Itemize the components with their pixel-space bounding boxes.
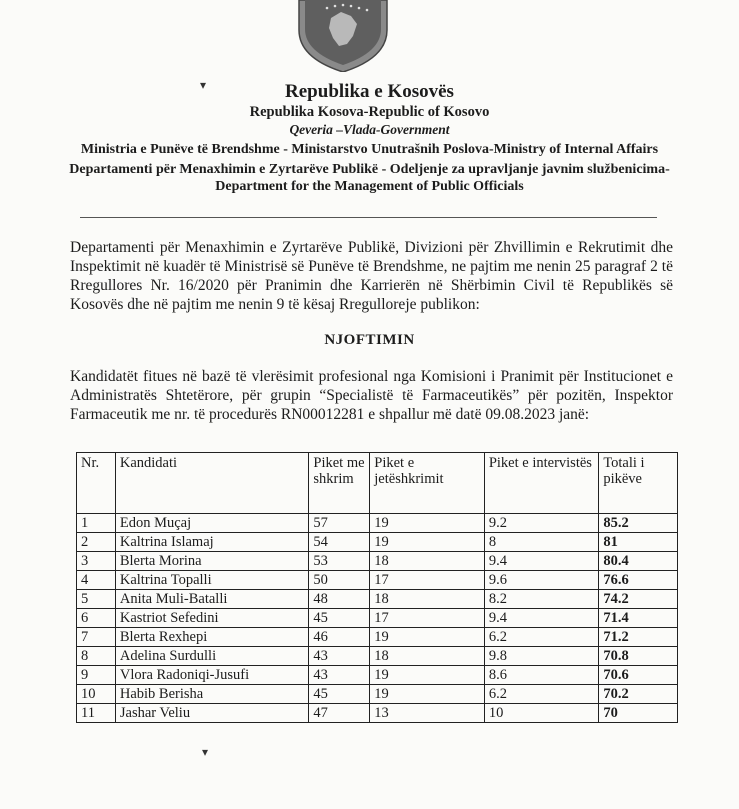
header-ministry: Ministria e Punëve të Brendshme - Ministarstvo Unutrašnih Poslova-Ministry of Internal Affairs: [80, 142, 659, 157]
cell-cv: 18: [370, 647, 485, 666]
cell-interview: 6.2: [484, 685, 598, 704]
cell-interview: 9.4: [484, 609, 598, 628]
cell-cv: 19: [370, 685, 485, 704]
document-title: NJOFTIMIN: [324, 332, 415, 348]
cell-nr: 7: [77, 628, 116, 647]
cell-written: 48: [309, 590, 370, 609]
cell-nr: 3: [77, 552, 116, 571]
header-republic-multilingual: Republika Kosova-Republic of Kosovo: [249, 104, 490, 120]
cell-nr: 11: [77, 704, 116, 723]
cell-nr: 9: [77, 666, 116, 685]
cell-interview: 8.6: [484, 666, 598, 685]
announcement-paragraph: Kandidatët fitues në bazë të vlerësimit profesional nga Komisioni i Pranimit për Institucionet e Administratës Shtetërore, për grupin “Specialistë të Farmaceutikës” për pozitën, Inspektor Farmaceutik me nr. të procedurës RN00012281 e shpallur më datë 09.08.2023 janë:: [70, 368, 673, 423]
cell-nr: 4: [77, 571, 116, 590]
cell-cv: 18: [370, 590, 485, 609]
cell-written: 53: [309, 552, 370, 571]
col-total: Totali i pikëve: [599, 453, 678, 514]
col-written: Piket me shkrim: [309, 453, 370, 514]
table-header-row: [77, 453, 678, 514]
cell-candidate: Kaltrina Topalli: [115, 571, 309, 590]
cell-interview: 8.2: [484, 590, 598, 609]
cell-nr: 10: [77, 685, 116, 704]
cell-written: 43: [309, 666, 370, 685]
cell-candidate: Blerta Morina: [115, 552, 309, 571]
cell-total: 70: [599, 704, 678, 723]
cell-cv: 19: [370, 533, 485, 552]
table-row: [77, 685, 678, 704]
cell-total: 70.8: [599, 647, 678, 666]
cell-candidate: Habib Berisha: [115, 685, 309, 704]
cell-written: 46: [309, 628, 370, 647]
cell-candidate: Kaltrina Islamaj: [115, 533, 309, 552]
header-department: Departamenti për Menaxhimin e Zyrtarëve Publikë - Odeljenje za upravljanje javnim službenicima- Department for the Management of Public Officials: [69, 162, 670, 194]
cell-interview: 9.8: [484, 647, 598, 666]
cell-written: 47: [309, 704, 370, 723]
table-row: [77, 590, 678, 609]
kosovo-coat-of-arms-icon: [297, 0, 389, 72]
col-interview: Piket e intervistës: [484, 453, 598, 514]
cell-candidate: Edon Muçaj: [115, 514, 309, 533]
candidates-table: [76, 452, 678, 723]
header-divider: [80, 217, 657, 218]
cell-written: 45: [309, 685, 370, 704]
scan-mark: ▾: [200, 78, 207, 92]
table-row: [77, 514, 678, 533]
col-candidate: Kandidati: [115, 453, 309, 514]
letterhead: [60, 80, 679, 195]
cell-candidate: Anita Muli-Batalli: [115, 590, 309, 609]
cell-interview: 8: [484, 533, 598, 552]
cell-cv: 18: [370, 552, 485, 571]
table-row: [77, 552, 678, 571]
cell-candidate: Kastriot Sefedini: [115, 609, 309, 628]
cell-total: 70.6: [599, 666, 678, 685]
scan-mark: ▾: [202, 745, 209, 759]
table-row: [77, 571, 678, 590]
cell-written: 43: [309, 647, 370, 666]
cell-total: 80.4: [599, 552, 678, 571]
cell-total: 74.2: [599, 590, 678, 609]
cell-total: 70.2: [599, 685, 678, 704]
table-row: [77, 704, 678, 723]
cell-candidate: Jashar Veliu: [115, 704, 309, 723]
cell-written: 50: [309, 571, 370, 590]
cell-interview: 6.2: [484, 628, 598, 647]
cell-candidate: Adelina Surdulli: [115, 647, 309, 666]
cell-cv: 19: [370, 514, 485, 533]
table-row: [77, 609, 678, 628]
cell-written: 57: [309, 514, 370, 533]
cell-cv: 13: [370, 704, 485, 723]
cell-nr: 1: [77, 514, 116, 533]
cell-total: 81: [599, 533, 678, 552]
cell-candidate: Vlora Radoniqi-Jusufi: [115, 666, 309, 685]
cell-interview: 9.6: [484, 571, 598, 590]
cell-interview: 10: [484, 704, 598, 723]
table-row: [77, 647, 678, 666]
cell-total: 71.4: [599, 609, 678, 628]
cell-total: 71.2: [599, 628, 678, 647]
cell-cv: 19: [370, 628, 485, 647]
cell-interview: 9.2: [484, 514, 598, 533]
cell-nr: 8: [77, 647, 116, 666]
header-republic: Republika e Kosovës: [285, 81, 454, 102]
cell-written: 45: [309, 609, 370, 628]
col-cv: Piket e jetëshkrimit: [370, 453, 485, 514]
cell-candidate: Blerta Rexhepi: [115, 628, 309, 647]
table-row: [77, 533, 678, 552]
cell-nr: 5: [77, 590, 116, 609]
col-nr: Nr.: [77, 453, 116, 514]
cell-total: 76.6: [599, 571, 678, 590]
cell-nr: 6: [77, 609, 116, 628]
cell-cv: 17: [370, 609, 485, 628]
cell-written: 54: [309, 533, 370, 552]
table-row: [77, 666, 678, 685]
table-row: [77, 628, 678, 647]
cell-nr: 2: [77, 533, 116, 552]
cell-total: 85.2: [599, 514, 678, 533]
header-government: Qeveria –Vlada-Government: [289, 122, 450, 137]
intro-paragraph: Departamenti për Menaxhimin e Zyrtarëve Publikë, Divizioni për Zhvillimin e Rekrutimit dhe Inspektimit në kuadër të Ministrisë së Punëve të Brendshme, ne pajtim me nenin 25 paragraf 2 të Rregullores Nr. 16/2020 për Pranimin dhe Karrierën në Shërbimin Civil të Republikës së Kosovës dhe në pajtim me nenin 9 të kësaj Rregulloreje publikon:: [70, 239, 673, 313]
cell-cv: 19: [370, 666, 485, 685]
cell-interview: 9.4: [484, 552, 598, 571]
cell-cv: 17: [370, 571, 485, 590]
